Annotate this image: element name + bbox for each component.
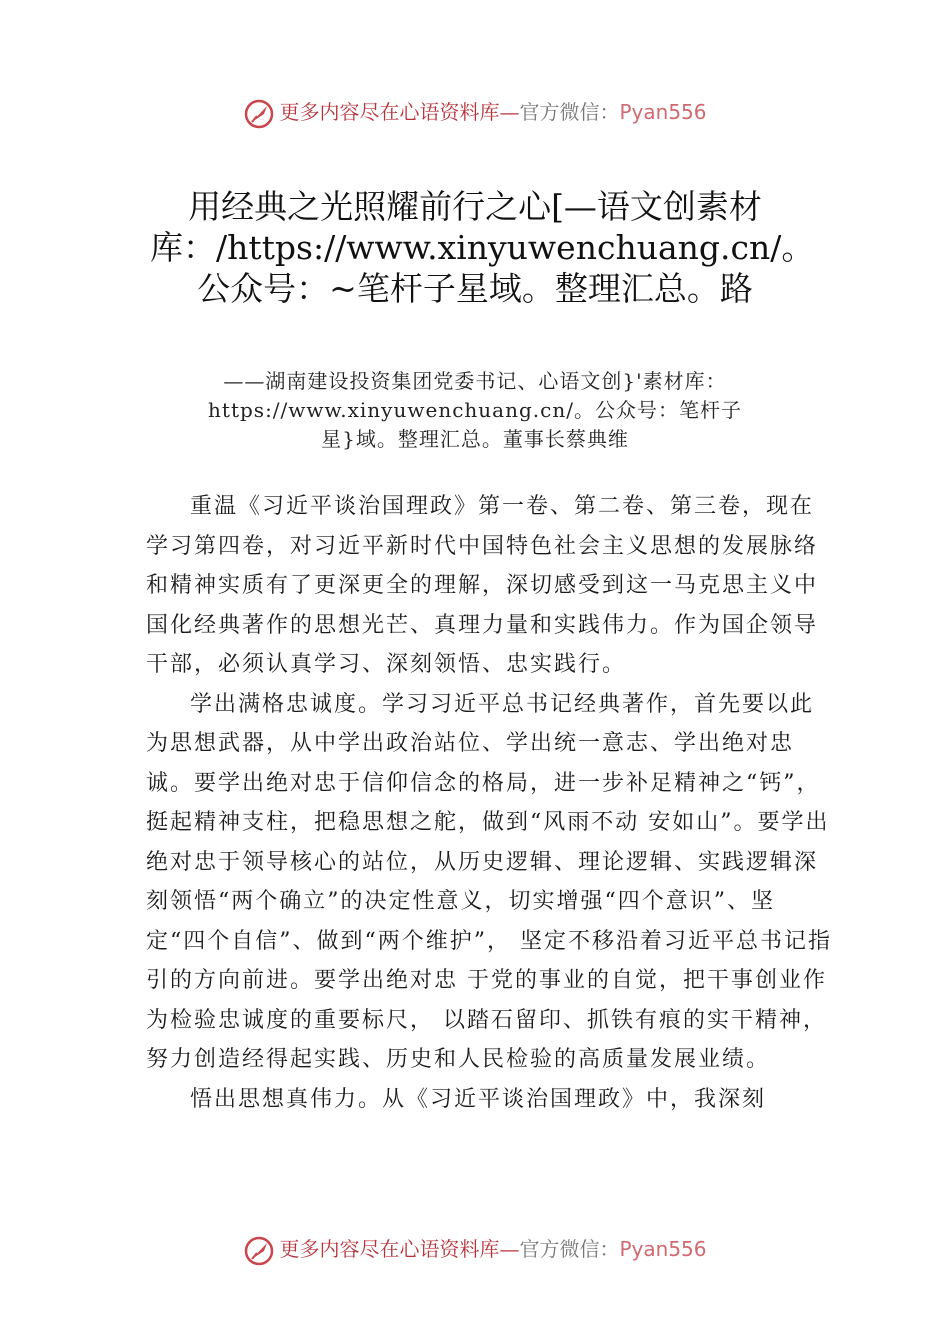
article-subtitle: ——湖南建设投资集团党委书记、心语文创}'素材库：https://www.xinyuwenchuang.cn/。公众号：笔杆子星}域。整理汇总。董事长蔡典维 bbox=[208, 369, 742, 451]
header-banner bbox=[0, 96, 950, 130]
paragraph: 悟出思想真伟力。从《习近平谈治国理政》中，我深刻 bbox=[190, 1086, 767, 1112]
banner-dash: — bbox=[499, 1237, 520, 1261]
banner-dash: — bbox=[499, 100, 520, 124]
article-body bbox=[146, 487, 836, 1119]
paragraph: 学出满格忠诚度。学习习近平总书记经典著作，首先要以此为思想武器，从中学出政治站位、学出统一意志、学出绝对忠诚。要学出绝对忠于信仰信念的格局，进一步补足精神之“钙”，挺起精神支柱，把稳思想之舵，做到“风雨不动 安如山”。要学出绝对忠于领导核心的站位，从历史逻辑、理论逻辑、实践逻辑深刻领悟“两个确立”的决定性意义，切实增强“四个意识”、坚定“四个自信”、做到“两个维护”， 坚定不移沿着习近平总书记指引的方向前进。要学出绝对忠 于党的事业的自觉，把干事创业作为检验忠诚度的重要标尺， 以踏石留印、抓铁有痕的实干精神，努力创造经得起实践、历史和人民检验的高质量发展业绩。 bbox=[146, 691, 832, 1072]
banner-main-text: 更多内容尽在心语资料库 bbox=[279, 1237, 500, 1261]
banner-wechat-label: 官方微信： bbox=[519, 100, 620, 124]
quill-logo-icon bbox=[243, 98, 275, 130]
banner-main-text: 更多内容尽在心语资料库 bbox=[279, 100, 500, 124]
banner-wechat-id: Pyan556 bbox=[619, 1237, 707, 1261]
banner-wechat-id: Pyan556 bbox=[619, 100, 707, 124]
footer-banner bbox=[0, 1233, 950, 1267]
article-title: 用经典之光照耀前行之心[—语文创素材库：/https://www.xinyuwenchuang.cn/。公众号：~笔杆子星域。整理汇总。路 bbox=[150, 187, 815, 308]
paragraph: 重温《习近平谈治国理政》第一卷、第二卷、第三卷，现在学习第四卷，对习近平新时代中国特色社会主义思想的发展脉络和精神实质有了更深更全的理解，深切感受到这一马克思主义中国化经典著作的思想光芒、真理力量和实践伟力。作为国企领导干部，必须认真学习、深刻领悟、忠实践行。 bbox=[146, 494, 819, 677]
banner-wechat-label: 官方微信： bbox=[519, 1237, 620, 1261]
quill-logo-icon bbox=[243, 1235, 275, 1267]
